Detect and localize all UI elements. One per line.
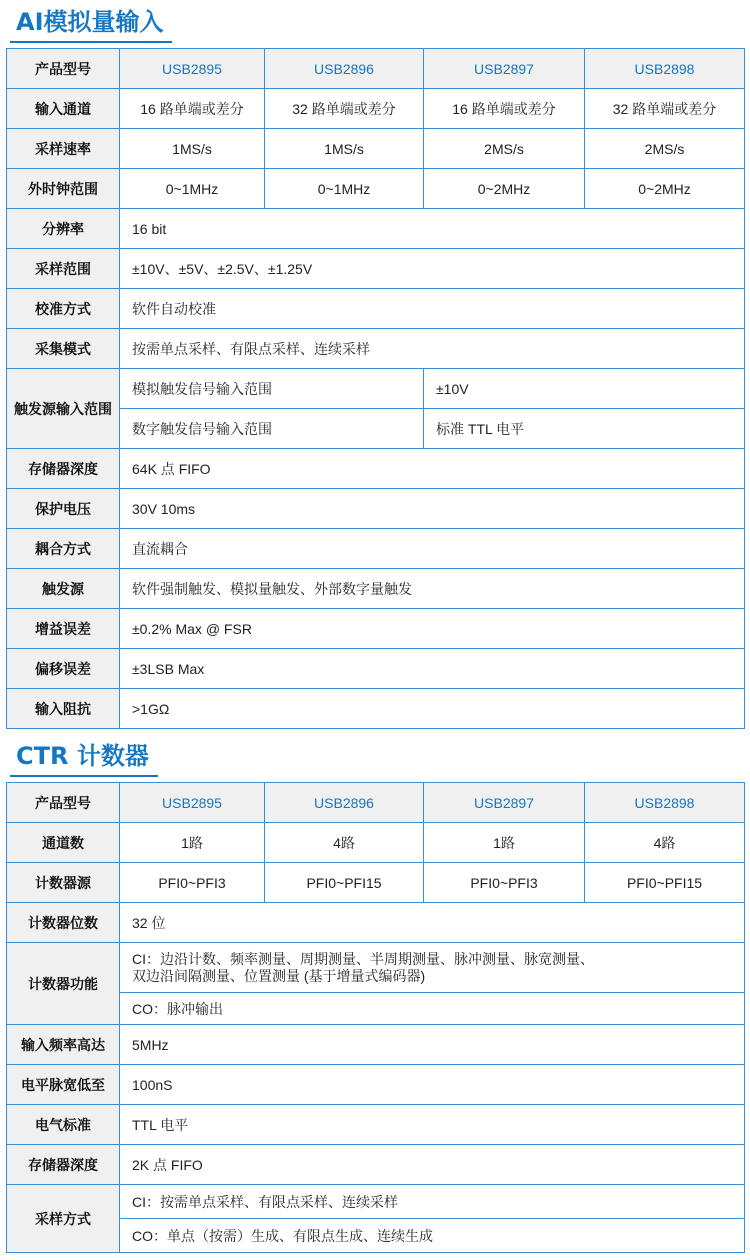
table-cell: PFI0~PFI3 (120, 863, 265, 903)
table-cell: 32 路单端或差分 (585, 89, 745, 129)
ai-model-row (7, 49, 745, 89)
ai-coupling-row (7, 529, 745, 569)
table-cell: CI：按需单点采样、有限点采样、连续采样 (120, 1185, 745, 1219)
row-label: 通道数 (7, 823, 120, 863)
ctr-model-cell: USB2897 (424, 783, 585, 823)
table-cell: ±10V、±5V、±2.5V、±1.25V (120, 249, 745, 289)
ai-channels-row (7, 89, 745, 129)
table-cell: PFI0~PFI15 (265, 863, 424, 903)
ai-acq-mode-row (7, 329, 745, 369)
ai-section-title (16, 2, 164, 37)
row-label: 增益误差 (7, 609, 120, 649)
ctr-function-row (7, 943, 745, 993)
row-label: 采集模式 (7, 329, 120, 369)
ai-model-label: 产品型号 (7, 49, 120, 89)
row-label: 采样方式 (7, 1185, 120, 1253)
table-cell: 直流耦合 (120, 529, 745, 569)
row-label: 触发源 (7, 569, 120, 609)
row-label: 保护电压 (7, 489, 120, 529)
ai-range-row (7, 249, 745, 289)
row-label: 输入频率高达 (7, 1025, 120, 1065)
table-cell: 16 路单端或差分 (424, 89, 585, 129)
table-cell: >1GΩ (120, 689, 745, 729)
table-cell: CO：脉冲输出 (120, 993, 745, 1025)
ai-gain-error-row (7, 609, 745, 649)
table-cell: 32 路单端或差分 (265, 89, 424, 129)
ctr-model-cell: USB2895 (120, 783, 265, 823)
row-label: 存储器深度 (7, 449, 120, 489)
table-cell: 4路 (585, 823, 745, 863)
ai-model-cell: USB2895 (120, 49, 265, 89)
ctr-input-freq-row (7, 1025, 745, 1065)
row-label: 耦合方式 (7, 529, 120, 569)
table-cell: 2MS/s (585, 129, 745, 169)
ai-memory-row (7, 449, 745, 489)
ctr-min-pulse-row (7, 1065, 745, 1105)
ai-trigger-range-row (7, 369, 745, 409)
ctr-source-row (7, 863, 745, 903)
table-cell: ±3LSB Max (120, 649, 745, 689)
table-cell: 32 位 (120, 903, 745, 943)
ctr-model-cell: USB2898 (585, 783, 745, 823)
table-cell: PFI0~PFI15 (585, 863, 745, 903)
table-cell: 1MS/s (265, 129, 424, 169)
table-cell: 1路 (424, 823, 585, 863)
table-cell: 30V 10ms (120, 489, 745, 529)
table-cell: 0~2MHz (585, 169, 745, 209)
row-label: 计数器功能 (7, 943, 120, 1025)
table-cell: 64K 点 FIFO (120, 449, 745, 489)
table-cell: CO：单点（按需）生成、有限点生成、连续生成 (120, 1219, 745, 1253)
table-cell: TTL 电平 (120, 1105, 745, 1145)
ctr-title-text: CTR 计数器 (16, 742, 149, 770)
ctr-memory-row (7, 1145, 745, 1185)
ctr-sampling-row (7, 1185, 745, 1219)
row-label: 分辨率 (7, 209, 120, 249)
table-cell: 软件自动校准 (120, 289, 745, 329)
ai-clock-row (7, 169, 745, 209)
table-cell: 5MHz (120, 1025, 745, 1065)
table-cell: 数字触发信号输入范围 (120, 409, 424, 449)
ctr-electrical-row (7, 1105, 745, 1145)
table-cell: CI：边沿计数、频率测量、周期测量、半周期测量、脉冲测量、脉宽测量、双边沿间隔测量、位置测量 (基于增量式编码器) (120, 943, 745, 993)
row-label: 校准方式 (7, 289, 120, 329)
ai-resolution-row (7, 209, 745, 249)
table-cell: 100nS (120, 1065, 745, 1105)
ai-model-cell: USB2896 (265, 49, 424, 89)
row-label: 采样范围 (7, 249, 120, 289)
table-cell: 1路 (120, 823, 265, 863)
ai-title-underline (10, 41, 172, 43)
ctr-spec-table (6, 782, 745, 1253)
row-label: 偏移误差 (7, 649, 120, 689)
ctr-model-cell: USB2896 (265, 783, 424, 823)
ai-spec-table (6, 48, 745, 729)
table-cell: 2K 点 FIFO (120, 1145, 745, 1185)
row-label: 采样速率 (7, 129, 120, 169)
ctr-model-label: 产品型号 (7, 783, 120, 823)
ai-model-cell: USB2898 (585, 49, 745, 89)
table-cell: 2MS/s (424, 129, 585, 169)
table-cell: 1MS/s (120, 129, 265, 169)
ai-trigger-source-row (7, 569, 745, 609)
ctr-title-underline (10, 775, 158, 777)
row-label: 电平脉宽低至 (7, 1065, 120, 1105)
table-cell: PFI0~PFI3 (424, 863, 585, 903)
row-label: 输入通道 (7, 89, 120, 129)
row-label: 输入阻抗 (7, 689, 120, 729)
table-cell: 4路 (265, 823, 424, 863)
row-label: 存储器深度 (7, 1145, 120, 1185)
table-cell: 软件强制触发、模拟量触发、外部数字量触发 (120, 569, 745, 609)
table-cell: 按需单点采样、有限点采样、连续采样 (120, 329, 745, 369)
row-label: 电气标准 (7, 1105, 120, 1145)
ai-protection-row (7, 489, 745, 529)
table-cell: ±0.2% Max @ FSR (120, 609, 745, 649)
ctr-bits-row (7, 903, 745, 943)
ctr-model-row (7, 783, 745, 823)
ai-impedance-row (7, 689, 745, 729)
table-cell: ±10V (424, 369, 745, 409)
ai-offset-error-row (7, 649, 745, 689)
table-cell: 标准 TTL 电平 (424, 409, 745, 449)
table-cell: 16 bit (120, 209, 745, 249)
row-label: 计数器源 (7, 863, 120, 903)
table-cell: 0~2MHz (424, 169, 585, 209)
table-cell: 0~1MHz (120, 169, 265, 209)
row-label: 计数器位数 (7, 903, 120, 943)
ai-model-cell: USB2897 (424, 49, 585, 89)
ctr-section-title (16, 736, 149, 771)
ai-calibration-row (7, 289, 745, 329)
ctr-channels-row (7, 823, 745, 863)
ai-title-text: AI模拟量输入 (16, 8, 164, 36)
row-label: 外时钟范围 (7, 169, 120, 209)
table-cell: 16 路单端或差分 (120, 89, 265, 129)
table-cell: 模拟触发信号输入范围 (120, 369, 424, 409)
ai-rate-row (7, 129, 745, 169)
row-label: 触发源输入范围 (7, 369, 120, 449)
table-cell: 0~1MHz (265, 169, 424, 209)
